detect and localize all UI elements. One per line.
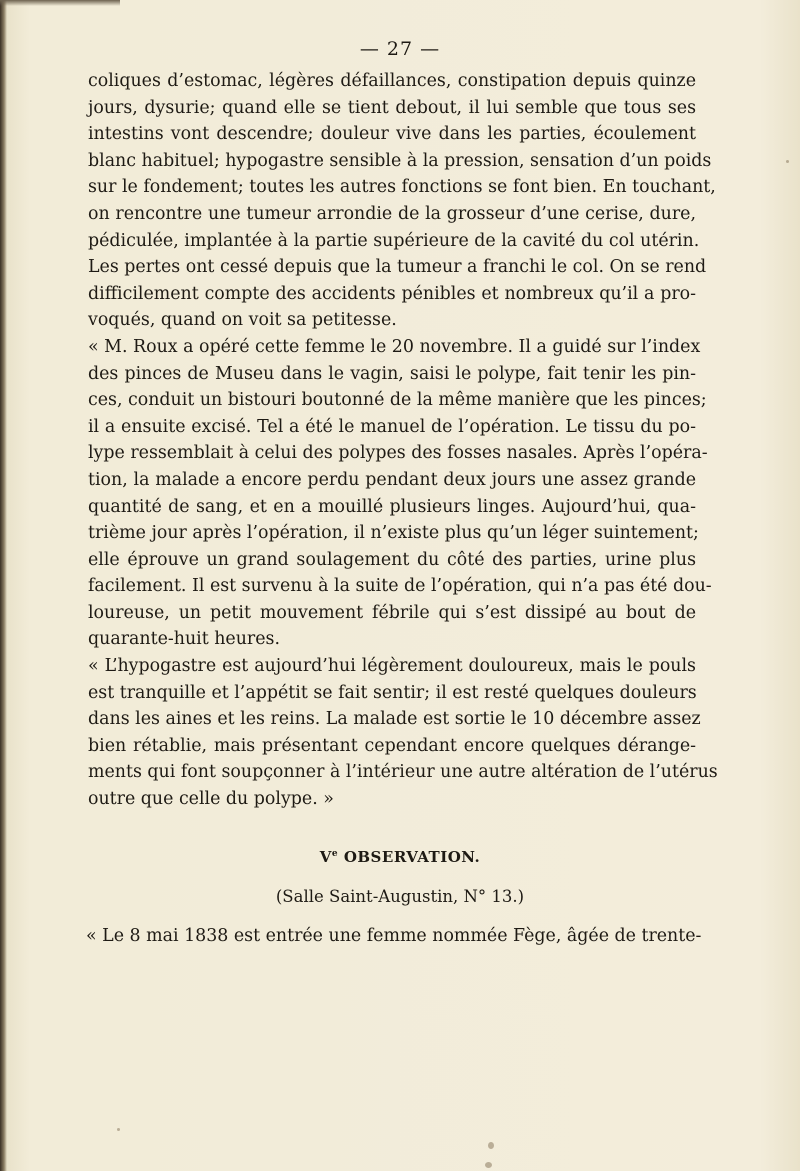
text-line: jours, dysurie; quand elle se tient debout, il lui semble que tous ses <box>88 97 696 118</box>
text-line: pédiculée, implantée à la partie supérieure de la cavité du col utérin. <box>88 230 700 251</box>
page-binding-edge <box>0 0 7 1171</box>
text-line: est tranquille et l’appétit se fait sentir; il est resté quelques douleurs <box>88 682 697 703</box>
text-line: tion, la malade a encore perdu pendant deux jours une assez grande <box>88 469 696 490</box>
text-line: elle éprouve un grand soulagement du côté des parties, urine plus <box>88 549 696 570</box>
text-line: on rencontre une tumeur arrondie de la grosseur d’une cerise, dure, <box>88 203 696 224</box>
text-line: intestins vont descendre; douleur vive dans les parties, écoulement <box>88 124 696 145</box>
paper-speck <box>117 1128 120 1131</box>
page-number: — 27 — <box>359 38 441 60</box>
text-line: Les pertes ont cessé depuis que la tumeur a franchi le col. On se rend <box>88 257 707 278</box>
text-line: ments qui font soupçonner à l’intérieur une autre altération de l’utérus <box>88 762 718 783</box>
paper-speck <box>488 1142 494 1149</box>
page-top-edge <box>0 0 120 6</box>
text-line: blanc habituel; hypogastre sensible à la pression, sensation d’un poids <box>88 150 712 171</box>
paper-speck <box>485 1162 492 1168</box>
paper-speck <box>786 160 789 163</box>
body-text <box>88 68 718 813</box>
text-line: difficilement compte des accidents pénibles et nombreux qu’il a pro- <box>88 283 696 304</box>
text-line: dans les aines et les reins. La malade est sortie le 10 décembre assez <box>88 709 701 730</box>
text-line: quarante-huit heures. <box>88 629 280 650</box>
text-line: loureuse, un petit mouvement fébrile qui s’est dissipé au bout de <box>88 602 696 623</box>
observation-heading <box>0 848 800 866</box>
text-line: outre que celle du polype. » <box>88 789 334 810</box>
text-line: des pinces de Museu dans le vagin, saisi le polype, fait tenir les pin- <box>88 363 696 384</box>
text-line: « M. Roux a opéré cette femme le 20 novembre. Il a guidé sur l’index <box>88 336 701 357</box>
heading-text: OBSERVATION. <box>338 848 481 866</box>
text-line: voqués, quand on voit sa petitesse. <box>88 310 397 331</box>
observation-first-line: « Le 8 mai 1838 est entrée une femme nommée Fège, âgée de trente- <box>86 926 702 946</box>
heading-superscript: e <box>331 849 339 859</box>
text-line: trième jour après l’opération, il n’existe plus qu’un léger suintement; <box>88 523 699 544</box>
heading-numeral: V <box>319 848 332 866</box>
text-line: sur le fondement; toutes les autres fonctions se font bien. En touchant, <box>88 177 716 198</box>
text-line: ces, conduit un bistouri boutonné de la même manière que les pinces; <box>88 390 707 411</box>
text-line: bien rétablie, mais présentant cependant encore quelques dérange- <box>88 735 696 756</box>
text-line: quantité de sang, et en a mouillé plusieurs linges. Aujourd’hui, qua- <box>88 496 696 517</box>
text-line: coliques d’estomac, légères défaillances, constipation depuis quinze <box>88 71 696 91</box>
text-line: il a ensuite excisé. Tel a été le manuel de l’opération. Le tissu du po- <box>88 416 696 437</box>
text-line: « L’hypogastre est aujourd’hui légèrement douloureux, mais le pouls <box>88 656 696 677</box>
text-line: facilement. Il est survenu à la suite de l’opération, qui n’a pas été dou- <box>88 576 712 597</box>
text-line: lype ressemblait à celui des polypes des fosses nasales. Après l’opéra- <box>88 443 708 464</box>
observation-subheading: (Salle Saint-Augustin, N° 13.) <box>275 887 525 906</box>
